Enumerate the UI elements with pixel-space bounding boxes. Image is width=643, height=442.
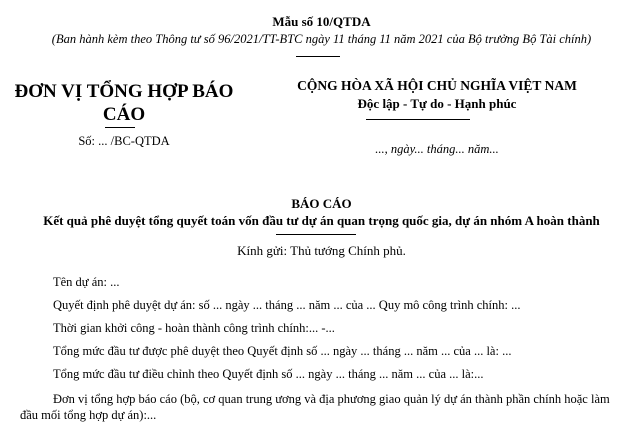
left-header-block [8, 80, 240, 148]
document-number: Số: ... /BC-QTDA [78, 134, 170, 148]
country-name: CỘNG HÒA XÃ HỘI CHỦ NGHĨA VIỆT NAM [297, 78, 577, 93]
report-title: BÁO CÁO [291, 196, 352, 211]
motto-underline [366, 119, 470, 120]
issued-note: (Ban hành kèm theo Thông tư số 96/2021/TT-BTC ngày 11 tháng 11 năm 2021 của Bộ trưởng Bộ Tài chính) [51, 32, 592, 46]
field-approval-decision: Quyết định phê duyệt dự án: số ... ngày ... tháng ... năm ... của ... Quy mô công trình chính: ... [53, 298, 521, 312]
place-date: ..., ngày... tháng... năm... [375, 142, 499, 156]
field-construction-period: Thời gian khởi công - hoàn thành công trình chính:... -... [53, 321, 335, 335]
motto: Độc lập - Tự do - Hạnh phúc [357, 96, 517, 111]
unit-name: ĐƠN VỊ TỔNG HỢP BÁO CÁO [14, 81, 234, 125]
title-underline [276, 234, 356, 235]
field-project-name: Tên dự án: ... [53, 275, 120, 289]
form-number: Mẫu số 10/QTDA [272, 14, 371, 29]
report-subtitle: Kết quả phê duyệt tổng quyết toán vốn đầu tư dự án quan trọng quốc gia, dự án nhóm A hoàn thành [43, 213, 600, 228]
right-header-block [232, 78, 642, 156]
header-underline [296, 56, 340, 57]
recipient: Kính gửi: Thủ tướng Chính phủ. [237, 243, 406, 258]
field-adjusted-investment: Tổng mức đầu tư điều chỉnh theo Quyết định số ... ngày ... tháng ... năm ... của ... là:... [53, 367, 484, 381]
field-approved-investment: Tổng mức đầu tư được phê duyệt theo Quyết định số ... ngày ... tháng ... năm ... của ... là: ... [53, 344, 512, 358]
unit-underline [105, 127, 135, 128]
field-reporting-unit: Đơn vị tổng hợp báo cáo (bộ, cơ quan trung ương và địa phương giao quản lý dự án thành phần chính hoặc làm đầu mối tổng hợp dự án):... [20, 392, 610, 422]
